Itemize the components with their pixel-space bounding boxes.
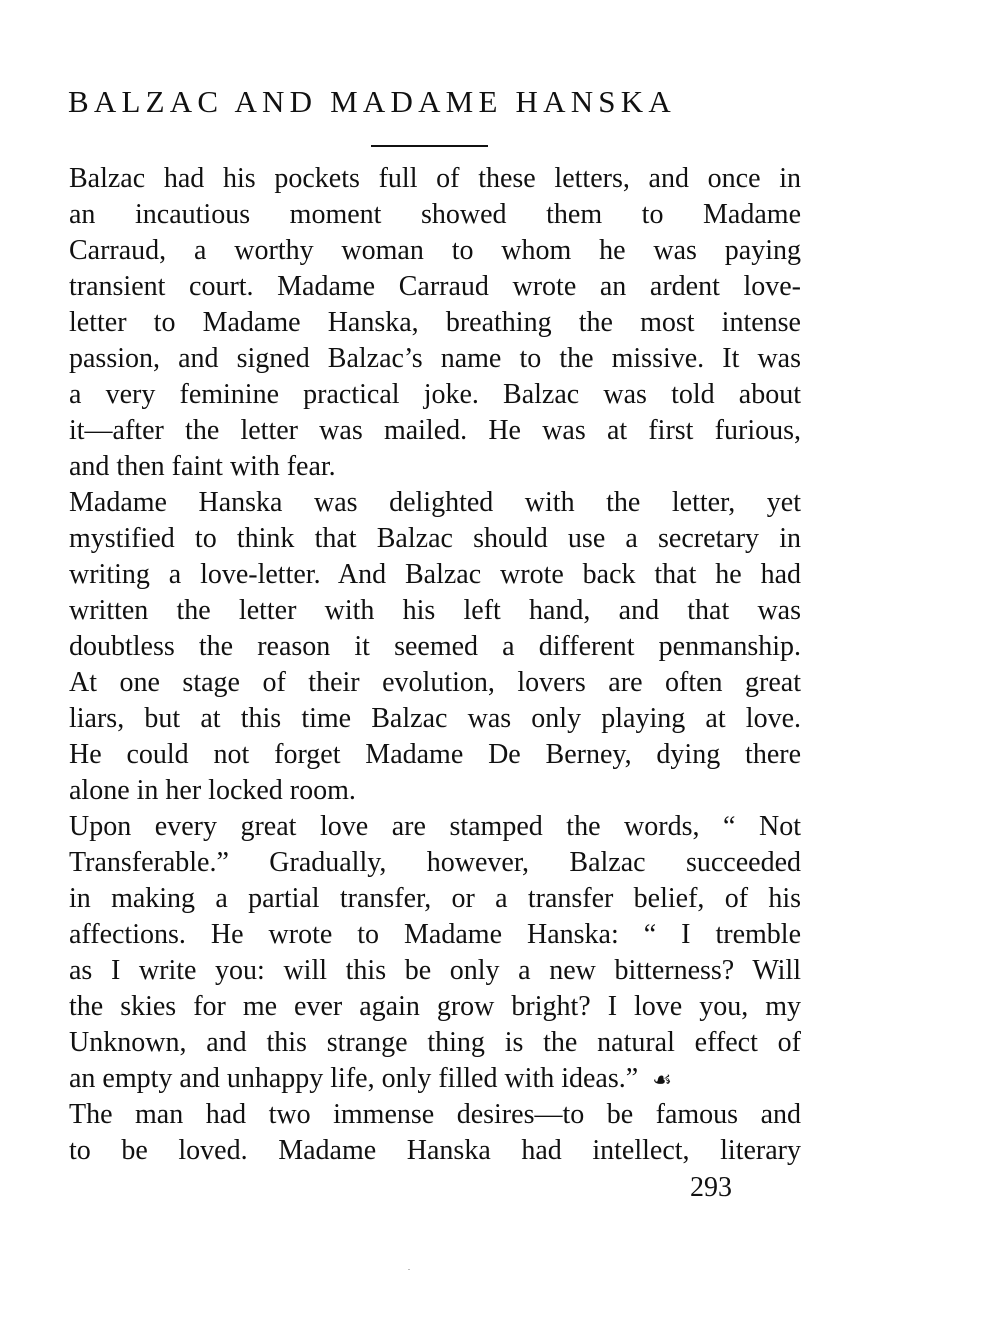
text-line: mystified to think that Balzac should use a secretary in [69,523,801,554]
text-line: in making a partial transfer, or a transfer belief, of his [69,883,801,914]
fleuron-ornament-icon: ☙ [652,1067,672,1092]
text-line: Unknown, and this strange thing is the natural effect of [69,1027,801,1058]
text-line: transient court. Madame Carraud wrote an ardent love- [69,271,801,302]
text-line: and then faint with fear. [69,451,336,482]
text-line: writing a love-letter. And Balzac wrote back that he had [69,559,801,590]
text-line: as I write you: will this be only a new bitterness? Will [69,955,801,986]
text-line: written the letter with his left hand, and that was [69,595,801,626]
text-line: Madame Hanska was delighted with the letter, yet [69,487,801,518]
page-number: 293 [690,1172,732,1203]
text-line: an empty and unhappy life, only filled with ideas.” [69,1063,639,1094]
text-line: alone in her locked room. [69,775,356,806]
body-text [69,161,801,1169]
text-line: letter to Madame Hanska, breathing the most intense [69,307,801,338]
text-line: He could not forget Madame De Berney, dying there [69,739,801,770]
text-line: doubtless the reason it seemed a different penmanship. [69,631,801,662]
text-line: The man had two immense desires—to be famous and [69,1099,801,1130]
text-line: the skies for me ever again grow bright? I love you, my [69,991,801,1022]
text-line: Transferable.” Gradually, however, Balzac succeeded [69,847,801,878]
header-rule [371,145,488,147]
text-line: to be loved. Madame Hanska had intellect, literary [69,1135,801,1166]
text-line: affections. He wrote to Madame Hanska: “ I tremble [69,919,801,950]
text-line: Balzac had his pockets full of these letters, and once in [69,163,801,194]
text-line: an incautious moment showed them to Madame [69,199,801,230]
text-line: a very feminine practical joke. Balzac was told about [69,379,801,410]
text-line: it—after the letter was mailed. He was at first furious, [69,415,801,446]
text-line: Upon every great love are stamped the words, “ Not [69,811,801,842]
text-line: Carraud, a worthy woman to whom he was paying [69,235,801,266]
text-line: passion, and signed Balzac’s name to the missive. It was [69,343,801,374]
text-line: At one stage of their evolution, lovers are often great [69,667,801,698]
running-head-title: BALZAC AND MADAME HANSKA [68,84,676,119]
paper-speck [408,1269,410,1270]
text-line-with-ornament [69,1061,801,1097]
text-line: liars, but at this time Balzac was only playing at love. [69,703,801,734]
